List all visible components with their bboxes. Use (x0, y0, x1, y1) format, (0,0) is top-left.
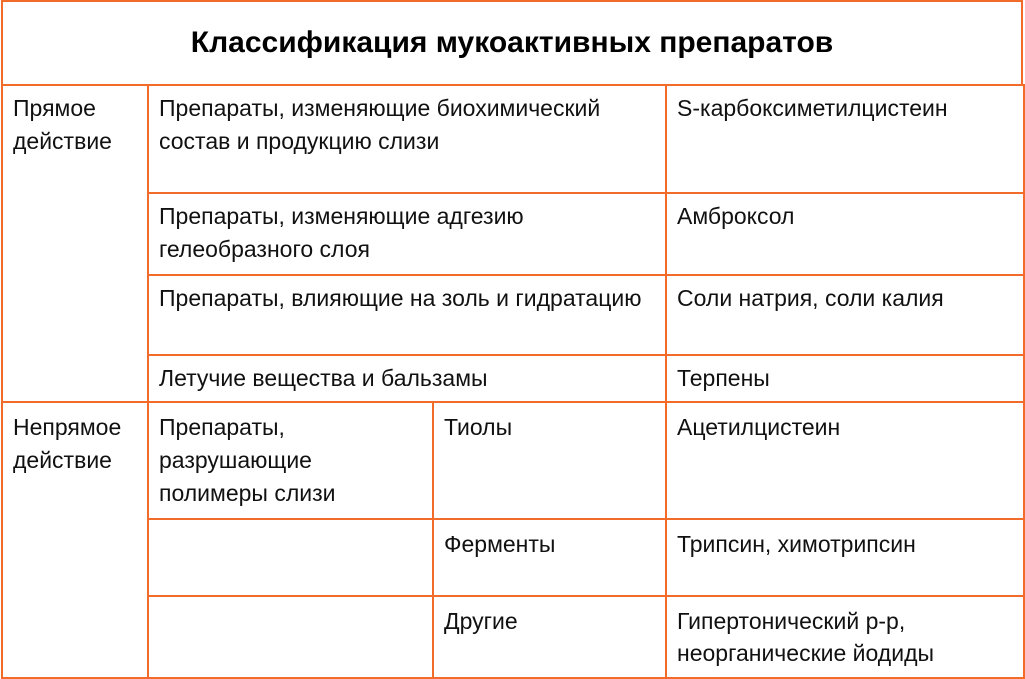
indirect-group-label: Препараты, разрушающие полимеры слизи (148, 402, 433, 519)
classification-table (1, 84, 1025, 679)
indirect-example-3: Гипертонический р-р, неорганические йодиды (666, 596, 1024, 678)
indirect-example-1: Ацетилцистеин (666, 402, 1024, 519)
table-row (2, 519, 1024, 596)
table-row (2, 193, 1024, 275)
indirect-example-2: Трипсин, химотрипсин (666, 519, 1024, 596)
direct-description-3: Препараты, влияющие на золь и гидратацию (148, 275, 666, 355)
indirect-subgroup-3: Другие (433, 596, 666, 678)
table-row (2, 402, 1024, 519)
table-title: Классификация мукоактивных препаратов (1, 0, 1023, 84)
table-row (2, 275, 1024, 355)
table-row (2, 355, 1024, 402)
table-row (2, 85, 1024, 193)
direct-description-1: Препараты, изменяющие биохимический состав и продукцию слизи (148, 85, 666, 193)
table-row (2, 596, 1024, 678)
direct-action-label: Прямое действие (2, 85, 148, 402)
indirect-subgroup-2: Ферменты (433, 519, 666, 596)
direct-description-4: Летучие вещества и бальзамы (148, 355, 666, 402)
empty-cell (148, 596, 433, 678)
empty-cell (148, 519, 433, 596)
direct-example-1: S-карбоксиметилцистеин (666, 85, 1024, 193)
indirect-subgroup-1: Тиолы (433, 402, 666, 519)
direct-example-4: Терпены (666, 355, 1024, 402)
direct-example-3: Соли натрия, соли калия (666, 275, 1024, 355)
indirect-action-label: Непрямое действие (2, 402, 148, 678)
direct-example-2: Амброксол (666, 193, 1024, 275)
direct-description-2: Препараты, изменяющие адгезию гелеобразного слоя (148, 193, 666, 275)
